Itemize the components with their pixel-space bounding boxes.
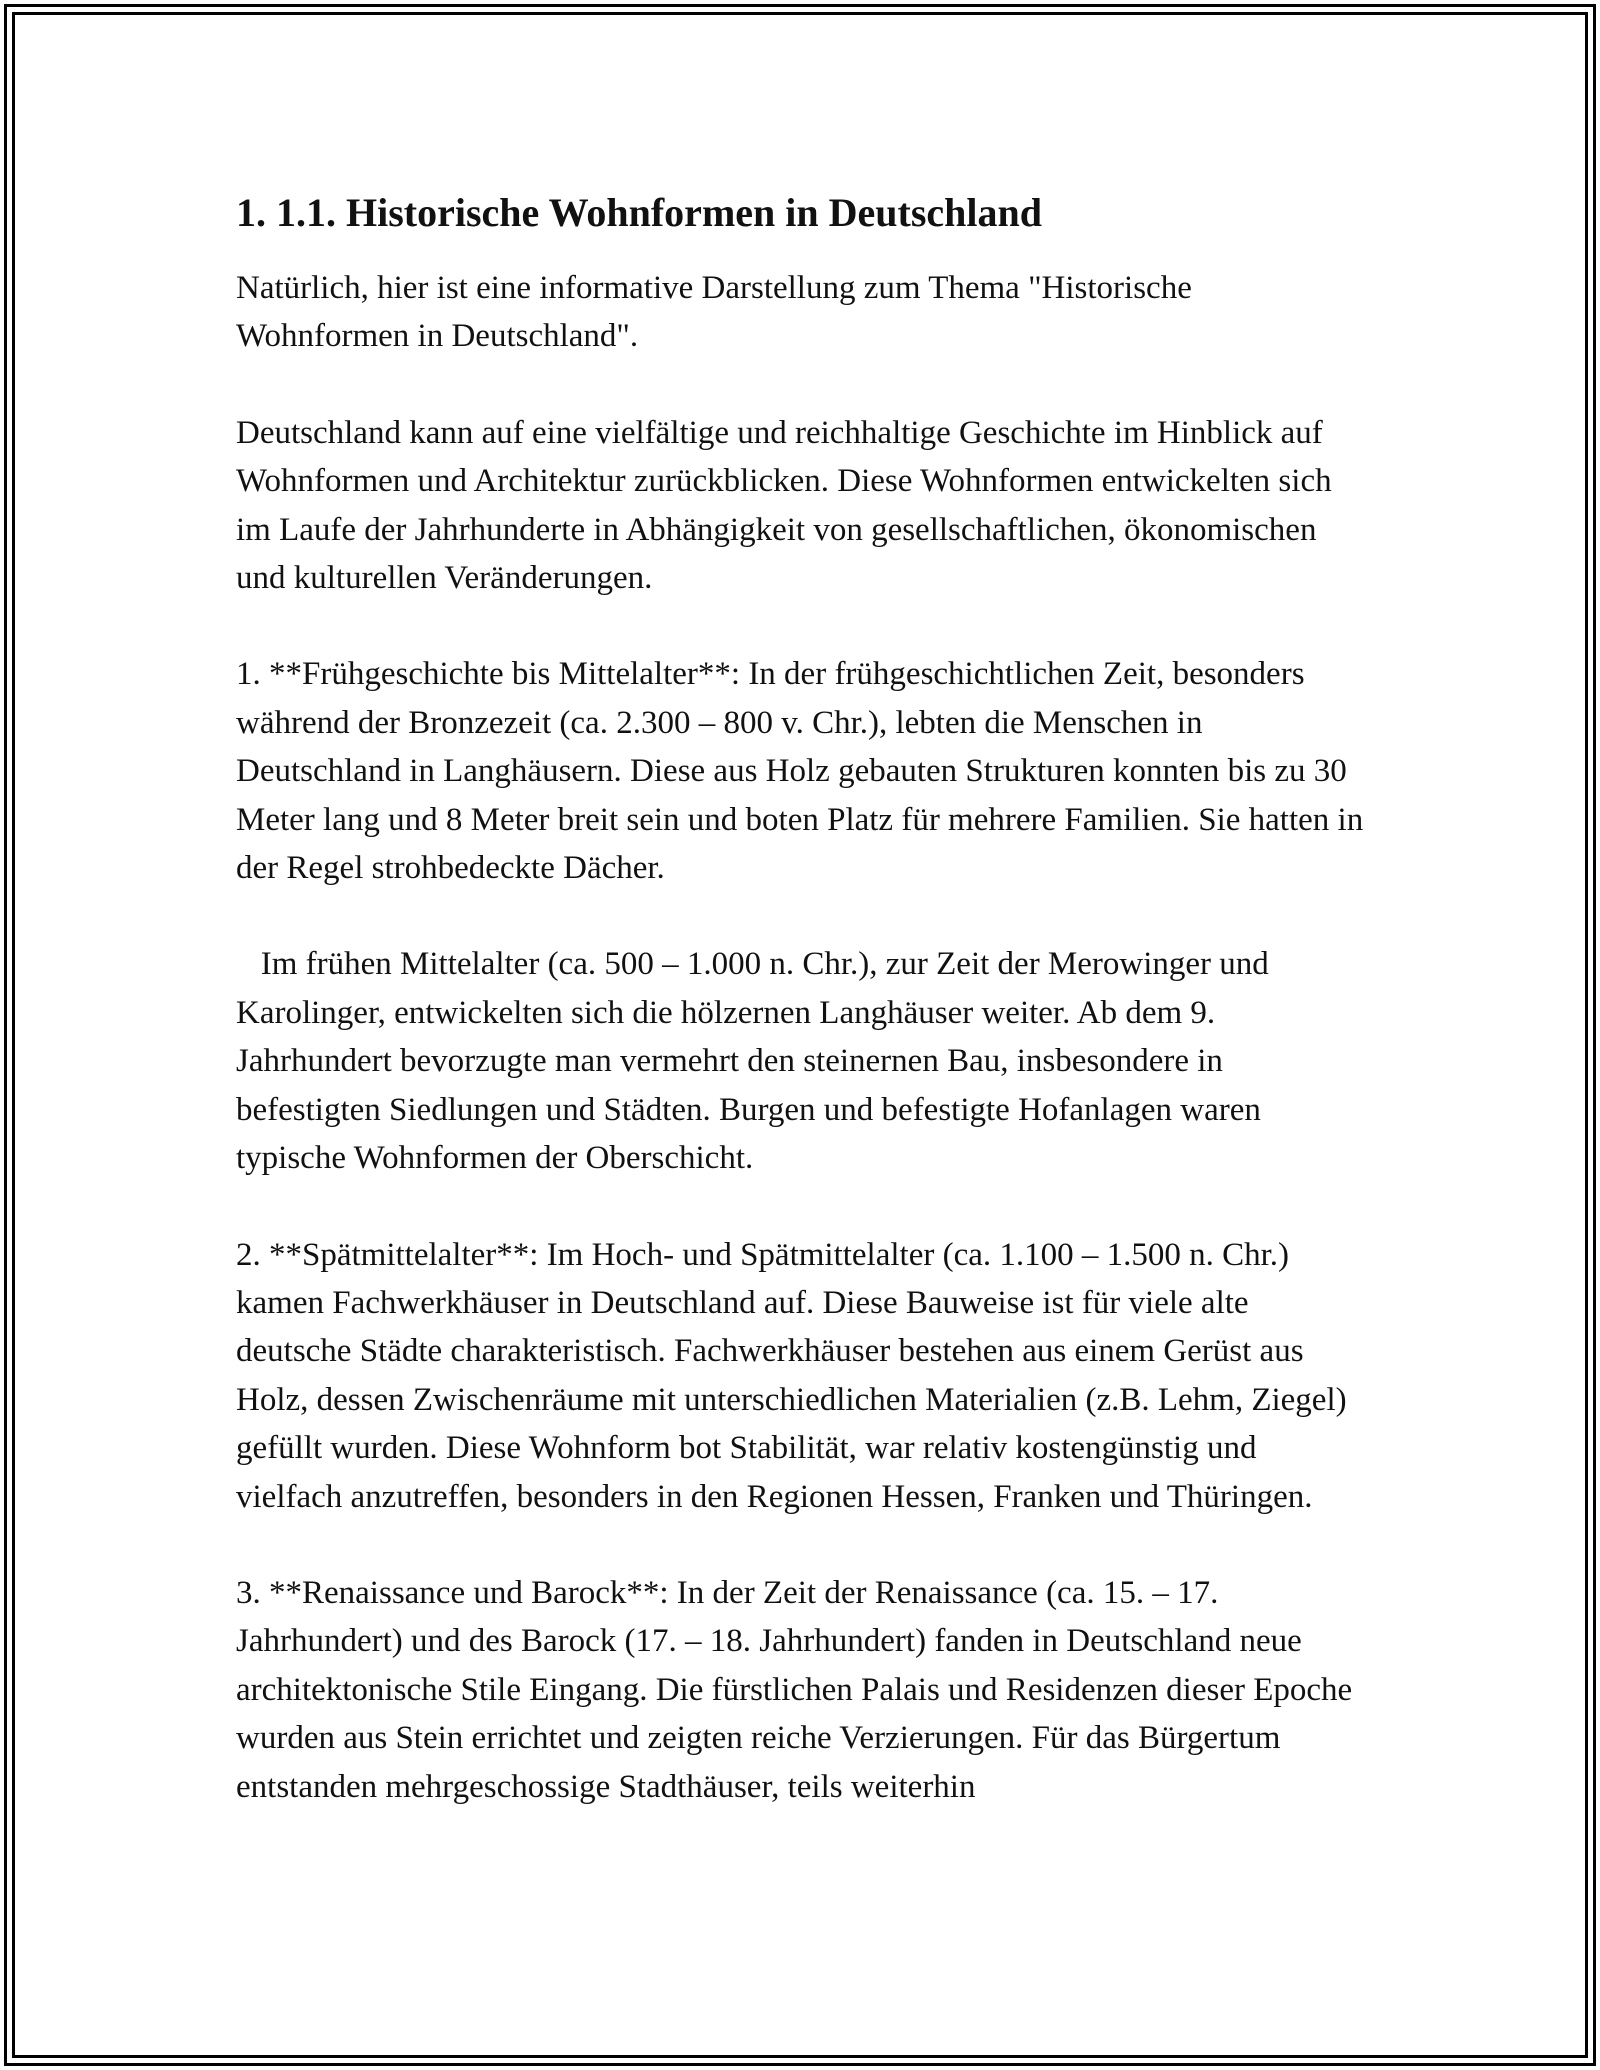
section-early-history-paragraph: 1. **Frühgeschichte bis Mittelalter**: In der frühgeschichtlichen Zeit, besonders während der Bronzezeit (ca. 2.300 – 800 v. Chr.), lebten die Menschen in Deutschland in Langhäusern. Diese aus Holz gebauten Strukturen konnten bis zu 30 Meter lang und 8 Meter breit sein und boten Platz für mehrere Familien. Sie hatten in der Regel strohbedeckte Dächer. [236, 656, 1372, 887]
document-body [236, 184, 1372, 1859]
document-title: 1. 1.1. Historische Wohnformen in Deutschland [236, 190, 1042, 235]
section-early-middle-ages-paragraph: Im frühen Mittelalter (ca. 500 – 1.000 n. Chr.), zur Zeit der Merowinger und Karolinger, entwickelten sich die hölzernen Langhäuser weiter. Ab dem 9. Jahrhundert bevorzugte man vermehrt den steinernen Bau, insbesondere in befestigten Siedlungen und Städten. Burgen und befestigte Hofanlagen waren typische Wohnformen der Oberschicht. [236, 946, 1278, 1177]
section-late-middle-ages-paragraph: 2. **Spätmittelalter**: Im Hoch- und Spätmittelalter (ca. 1.100 – 1.500 n. Chr.) kamen Fachwerkhäuser in Deutschland auf. Diese Bauweise ist für viele alte deutsche Städte charakteristisch. Fachwerkhäuser bestehen aus einem Gerüst aus Holz, dessen Zwischenräume mit unterschiedlichen Materialien (z.B. Lehm, Ziegel) gefüllt wurden. Diese Wohnform bot Stabilität, war relativ kostengünstig und vielfach anzutreffen, besonders in den Regionen Hessen, Franken und Thüringen. [236, 1236, 1355, 1515]
section-renaissance-baroque-paragraph: 3. **Renaissance und Barock**: In der Zeit der Renaissance (ca. 15. – 17. Jahrhundert) und des Barock (17. – 18. Jahrhundert) fanden in Deutschland neue architektonische Stile Eingang. Die fürstlichen Palais und Residenzen dieser Epoche wurden aus Stein errichtet und zeigten reiche Verzierungen. Für das Bürgertum entstanden mehrgeschossige Stadthäuser, teils weiterhin [236, 1574, 1361, 1805]
intro-paragraph: Natürlich, hier ist eine informative Darstellung zum Thema "Historische Wohnformen in Deutschland". [236, 270, 1200, 355]
overview-paragraph: Deutschland kann auf eine vielfältige und reichhaltige Geschichte im Hinblick auf Wohnformen und Architektur zurückblicken. Diese Wohnformen entwickelten sich im Laufe der Jahrhunderte in Abhängigkeit von gesellschaftlichen, ökonomischen und kulturellen Veränderungen. [236, 414, 1340, 597]
